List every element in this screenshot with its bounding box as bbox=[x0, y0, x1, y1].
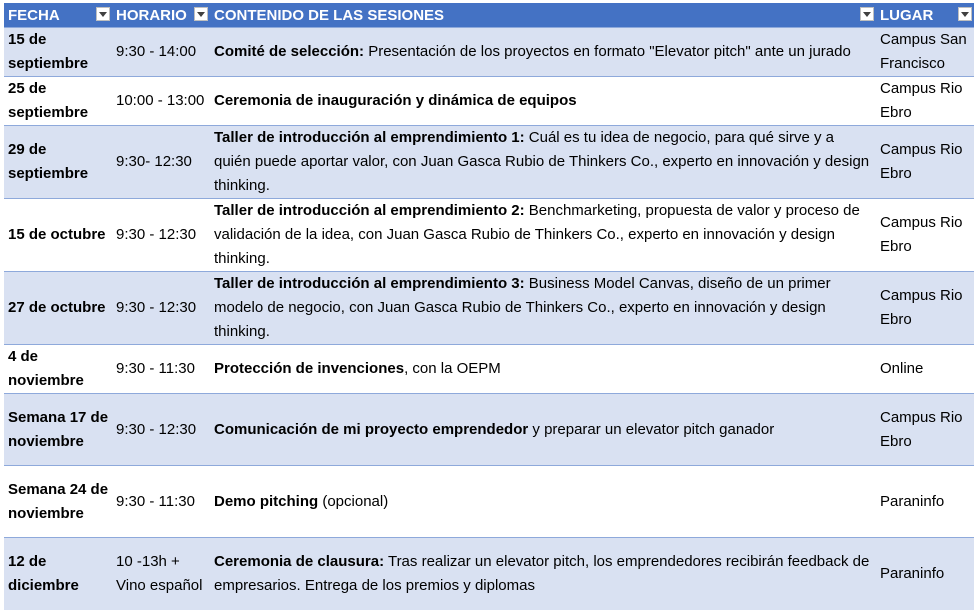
cell-lugar[interactable]: Campus Rio Ebro bbox=[876, 77, 974, 126]
session-title: Taller de introducción al emprendimiento 3: bbox=[214, 275, 525, 292]
session-description: , con la OEPM bbox=[404, 360, 501, 377]
sessions-table bbox=[4, 3, 974, 610]
table-row bbox=[4, 199, 974, 272]
cell-lugar[interactable]: Campus Rio Ebro bbox=[876, 199, 974, 272]
cell-contenido[interactable] bbox=[210, 272, 876, 345]
session-title: Ceremonia de clausura: bbox=[214, 552, 385, 570]
cell-fecha[interactable]: 29 de septiembre bbox=[4, 126, 112, 199]
session-title: Comunicación de mi proyecto emprendedor bbox=[214, 420, 529, 438]
cell-contenido[interactable] bbox=[210, 77, 876, 126]
cell-contenido[interactable] bbox=[210, 28, 876, 77]
table-row bbox=[4, 272, 974, 345]
cell-contenido[interactable] bbox=[210, 466, 876, 538]
cell-fecha[interactable]: 27 de octubre bbox=[4, 272, 112, 345]
cell-fecha[interactable]: 4 de noviembre bbox=[4, 345, 112, 394]
cell-contenido[interactable] bbox=[210, 538, 876, 610]
table-row bbox=[4, 466, 974, 538]
cell-horario[interactable]: 9:30 - 12:30 bbox=[112, 394, 210, 466]
cell-contenido[interactable] bbox=[210, 394, 876, 466]
column-header-label: LUGAR bbox=[880, 6, 934, 24]
cell-horario[interactable]: 9:30 - 12:30 bbox=[112, 199, 210, 272]
cell-fecha[interactable]: Semana 24 de noviembre bbox=[4, 466, 112, 538]
session-description: Presentación de los proyectos en formato "Elevator pitch" ante un jurado bbox=[364, 43, 851, 60]
cell-fecha[interactable]: 25 de septiembre bbox=[4, 77, 112, 126]
column-header-label: HORARIO bbox=[116, 6, 187, 24]
cell-horario[interactable]: 9:30 - 12:30 bbox=[112, 272, 210, 345]
column-header-contenido bbox=[210, 3, 876, 28]
cell-horario[interactable]: 9:30 - 11:30 bbox=[112, 345, 210, 394]
cell-contenido[interactable] bbox=[210, 126, 876, 199]
session-title: Taller de introducción al emprendimiento 1: bbox=[214, 129, 525, 146]
filter-dropdown-icon[interactable] bbox=[194, 7, 208, 21]
cell-fecha[interactable]: 12 de diciembre bbox=[4, 538, 112, 610]
cell-lugar[interactable]: Campus Rio Ebro bbox=[876, 394, 974, 466]
cell-lugar[interactable]: Paraninfo bbox=[876, 466, 974, 538]
cell-fecha[interactable]: 15 de octubre bbox=[4, 199, 112, 272]
session-title: Ceremonia de inauguración y dinámica de equipos bbox=[214, 92, 577, 109]
session-title: Protección de invenciones bbox=[214, 360, 405, 377]
session-title: Taller de introducción al emprendimiento 2: bbox=[214, 202, 525, 219]
cell-horario[interactable]: 10 -13h + Vino español bbox=[112, 538, 210, 610]
session-description: Cuál es tu idea de negocio, para qué sirve y a quién puede aportar valor, con Juan Gasca Rubio de Thinkers Co., experto en innovación y design thinking. bbox=[214, 129, 870, 194]
session-description: Benchmarketing, propuesta de valor y proceso de validación de la idea, con Juan Gasca Rubio de Thinkers Co., experto en innovación y design thinking. bbox=[214, 202, 860, 267]
table-row bbox=[4, 28, 974, 77]
table-row bbox=[4, 538, 974, 610]
session-description: Business Model Canvas, diseño de un primer modelo de negocio, con Juan Gasca Rubio de Thinkers Co., experto en innovación y design thinking. bbox=[214, 275, 831, 340]
session-title: Comité de selección: bbox=[214, 43, 365, 60]
cell-lugar[interactable]: Campus Rio Ebro bbox=[876, 126, 974, 199]
column-header-fecha bbox=[4, 3, 112, 28]
cell-lugar[interactable]: Campus San Francisco bbox=[876, 28, 974, 77]
cell-fecha[interactable]: Semana 17 de noviembre bbox=[4, 394, 112, 466]
cell-contenido[interactable] bbox=[210, 199, 876, 272]
header-row bbox=[4, 3, 974, 28]
column-header-label: FECHA bbox=[8, 6, 60, 24]
cell-horario[interactable]: 9:30- 12:30 bbox=[112, 126, 210, 199]
session-description: y preparar un elevator pitch ganador bbox=[528, 420, 775, 438]
column-header-lugar bbox=[876, 3, 974, 28]
table-row bbox=[4, 345, 974, 394]
cell-lugar[interactable]: Paraninfo bbox=[876, 538, 974, 610]
session-description: (opcional) bbox=[318, 492, 389, 510]
cell-horario[interactable]: 9:30 - 11:30 bbox=[112, 466, 210, 538]
table-row bbox=[4, 394, 974, 466]
cell-horario[interactable]: 10:00 - 13:00 bbox=[112, 77, 210, 126]
cell-contenido[interactable] bbox=[210, 345, 876, 394]
session-title: Demo pitching bbox=[214, 492, 319, 510]
session-description: Tras realizar un elevator pitch, los emprendedores recibirán feedback de empresarios. Entrega de los premios y diplomas bbox=[214, 552, 870, 594]
cell-horario[interactable]: 9:30 - 14:00 bbox=[112, 28, 210, 77]
table-row bbox=[4, 126, 974, 199]
cell-lugar[interactable]: Online bbox=[876, 345, 974, 394]
cell-lugar[interactable]: Campus Rio Ebro bbox=[876, 272, 974, 345]
table-row bbox=[4, 77, 974, 126]
filter-dropdown-icon[interactable] bbox=[860, 7, 874, 21]
cell-fecha[interactable]: 15 de septiembre bbox=[4, 28, 112, 77]
column-header-label: CONTENIDO DE LAS SESIONES bbox=[214, 6, 445, 24]
column-header-horario bbox=[112, 3, 210, 28]
filter-dropdown-icon[interactable] bbox=[96, 7, 110, 21]
filter-dropdown-icon[interactable] bbox=[958, 7, 972, 21]
